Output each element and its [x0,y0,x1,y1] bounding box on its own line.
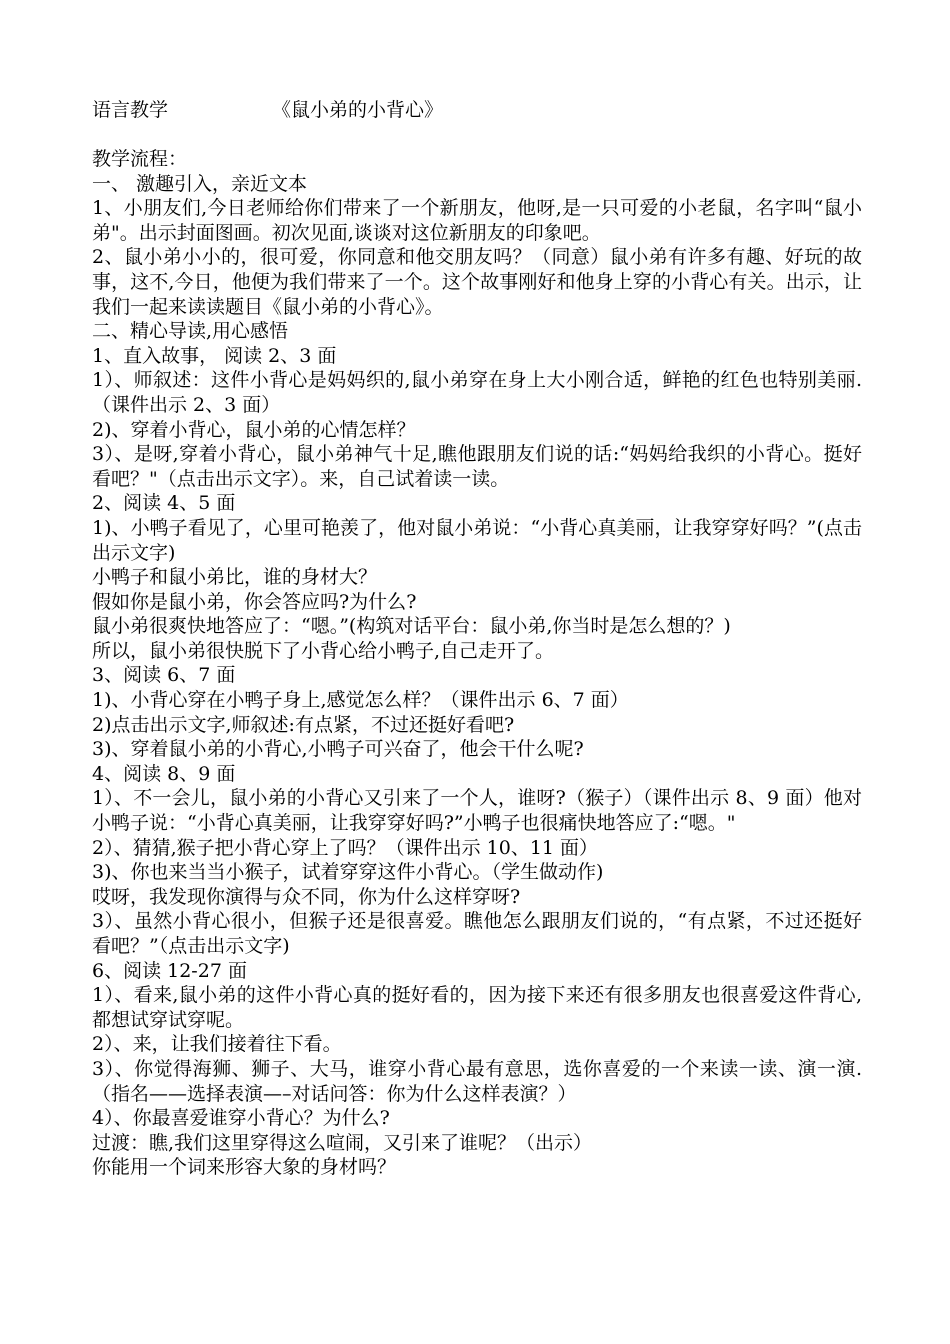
text-line: 3、阅读 6、7 面 [92,664,236,687]
text-line: 6、阅读 12-27 面 [92,959,247,982]
text-line: 3）、虽然小背心很小，但猴子还是很喜爱。瞧他怎么跟朋友们说的，“有点紧，不过还挺好看吧？”（点击出示文字) [92,910,862,957]
text-line: 2）、来，让我们接着往下看。 [92,1033,342,1056]
text-line: 鼠小弟很爽快地答应了：“嗯。”(构筑对话平台：鼠小弟,你当时是怎么想的？) [92,615,731,638]
text-line: 假如你是鼠小弟，你会答应吗?为什么? [92,590,417,613]
lesson-body [92,147,862,1180]
text-line: 2)点击出示文字,师叙述:有点紧，不过还挺好看吧? [92,713,515,736]
text-line: 3）、是呀,穿着小背心，鼠小弟神气十足,瞧他跟朋友们说的话:“妈妈给我织的小背心。挺好看吧？"（点击出示文字）。来，自己试着读一读。 [92,443,862,490]
document-page [92,98,862,1180]
text-line: 一、 激趣引入，亲近文本 [92,172,308,195]
text-line: 过渡：瞧,我们这里穿得这么喧闹，又引来了谁呢？（出示） [92,1131,593,1154]
text-line: 2、阅读 4、5 面 [92,492,236,515]
text-line: 1）、看来,鼠小弟的这件小背心真的挺好看的，因为接下来还有很多朋友也很喜爱这件背心,都想试穿试穿呢。 [92,984,862,1031]
text-line: 所以，鼠小弟很快脱下了小背心给小鸭子,自己走开了。 [92,639,555,662]
text-line: 3)、穿着鼠小弟的小背心,小鸭子可兴奋了，他会干什么呢? [92,738,584,761]
text-line: 1、直入故事， 阅读 2、3 面 [92,344,337,367]
spacer [92,123,862,147]
book-title: 《鼠小弟的小背心》 [272,99,444,121]
text-line: 二、精心导读,用心感悟 [92,320,289,343]
text-line: 哎呀，我发现你演得与众不同，你为什么这样穿呀? [92,885,521,908]
text-line: 教学流程： [92,148,188,170]
document-header [92,98,862,123]
text-line: 1)、小鸭子看见了，心里可艳羡了，他对鼠小弟说：“小背心真美丽，让我穿穿好吗？”(点击出示文字) [92,516,862,564]
text-line: 1、小朋友们,今日老师给你们带来了一个新朋友，他呀,是一只可爱的小老鼠，名字叫“鼠小弟"。出示封面图画。初次见面,谈谈对这位新朋友的印象吧。 [92,197,862,244]
text-line: 4、阅读 8、9 面 [92,762,236,785]
text-line: 2、鼠小弟小小的，很可爱，你同意和他交朋友吗？（同意）鼠小弟有许多有趣、好玩的故事，这不,今日，他便为我们带来了一个。这个故事刚好和他身上穿的小背心有关。出示，让我们一起来读读题目《鼠小弟的小背心》。 [92,246,862,318]
text-line: 1）、师叙述：这件小背心是妈妈织的,鼠小弟穿在身上大小刚合适，鲜艳的红色也特别美丽.（课件出示 2、3 面） [92,369,862,416]
text-line: 1）、不一会儿，鼠小弟的小背心又引来了一个人，谁呀?（猴子）（课件出示 8、9 面）他对小鸭子说：“小背心真美丽，让我穿穿好吗?”小鸭子也很痛快地答应了:“嗯。" [92,787,862,835]
text-line: 2）、猜猜,猴子把小背心穿上了吗？（课件出示 10、11 面） [92,836,599,859]
text-line: 你能用一个词来形容大象的身材吗？ [92,1156,397,1179]
text-line: 4）、你最喜爱谁穿小背心？为什么? [92,1107,390,1130]
text-line: 小鸭子和鼠小弟比，谁的身材大？ [92,566,378,589]
subject-label: 语言教学 [92,99,169,121]
text-line: 3）、你觉得海狮、狮子、大马，谁穿小背心最有意思，选你喜爱的一个来读一读、演一演.（指名——选择表演—–对话问答：你为什么这样表演？） [92,1057,862,1105]
text-line: 1)、小背心穿在小鸭子身上,感觉怎么样？（课件出示 6、7 面） [92,689,629,712]
text-line: 3)、你也来当当小猴子，试着穿穿这件小背心。（学生做动作) [92,861,604,884]
text-line: 2)、穿着小背心，鼠小弟的心情怎样？ [92,418,416,441]
